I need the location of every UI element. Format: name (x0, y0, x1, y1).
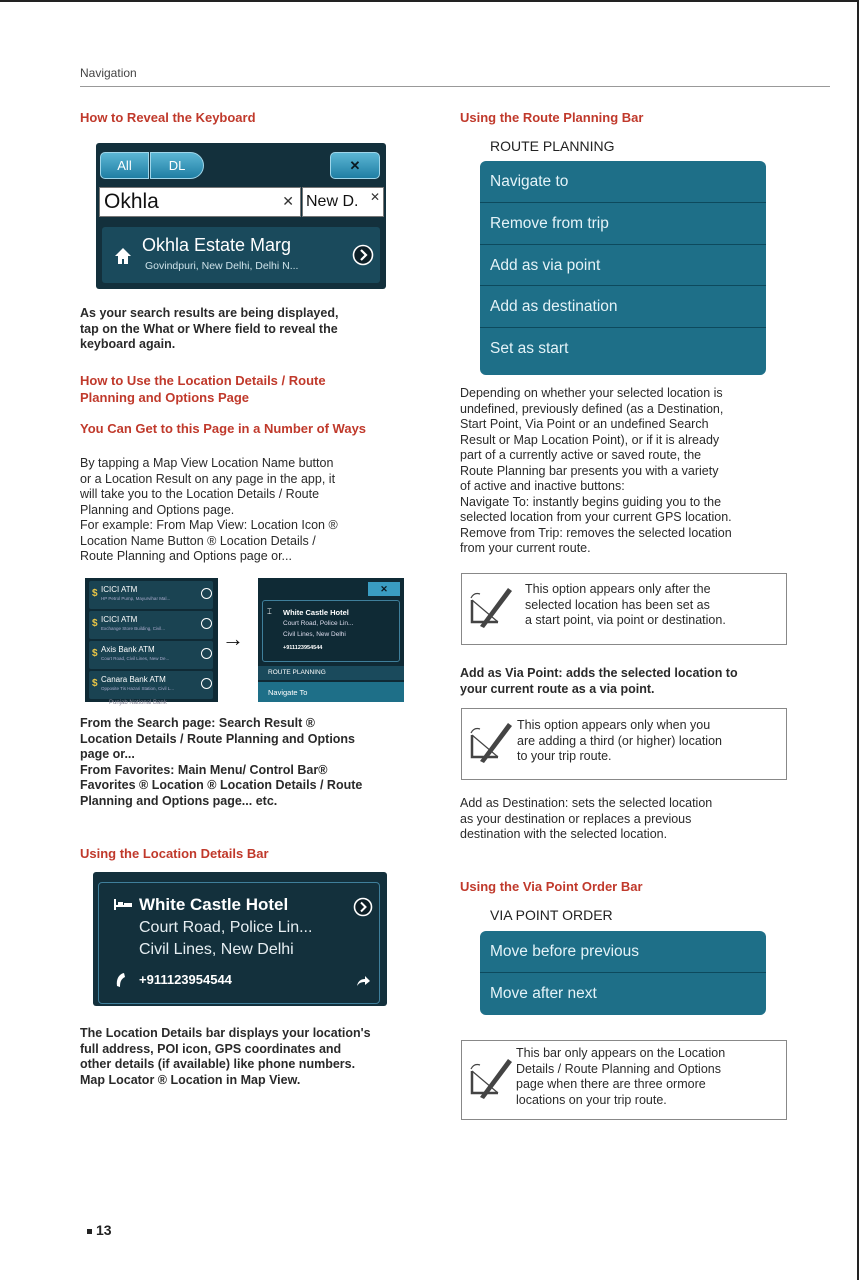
menu-item-navigate-to[interactable]: Navigate to (480, 161, 766, 203)
header-rule (80, 86, 830, 87)
text-line: Add as Via Point: adds the selected location to (460, 666, 738, 680)
note-text (517, 718, 783, 765)
text-line: As your search results are being displayed, (80, 306, 339, 320)
text-line: will take you to the Location Details / Route (80, 487, 320, 501)
atm-name: ICICI ATM (101, 615, 138, 624)
text-line: page or... (80, 747, 135, 761)
text-line: From the Search page: Search Result ® (80, 716, 315, 730)
text-line: or a Location Result on any page in the app, it (80, 471, 336, 486)
clear-icon[interactable]: ✕ (282, 193, 294, 209)
atm-name: ICICI ATM (101, 585, 138, 594)
text-line: your current route as a via point. (460, 681, 655, 696)
menu-item-label: Navigate To (268, 688, 308, 697)
what-field-value: Okhla (104, 190, 159, 213)
dollar-icon: $ (92, 678, 98, 689)
atm-sub: Exchange Store Building, Civil... (101, 626, 166, 631)
note-text (516, 1046, 782, 1108)
via-point-order-menu (480, 931, 766, 1015)
text-line: Planning and Options page... etc. (80, 793, 278, 808)
note-box (461, 573, 787, 645)
address-line: Court Road, Police Lin... (283, 620, 354, 627)
close-button[interactable]: ✕ (330, 152, 380, 179)
text-line: This option appears only when you (517, 718, 711, 732)
paragraph-details-bar (80, 1026, 450, 1088)
address-line: Civil Lines, New Delhi (139, 941, 294, 958)
chevron-right-icon (201, 678, 212, 689)
note-pencil-icon (468, 717, 518, 763)
dollar-icon: $ (92, 648, 98, 659)
note-pencil-icon (468, 582, 518, 628)
paragraph-via-point (460, 666, 830, 697)
address-line: Civil Lines, New Delhi (283, 631, 346, 638)
menu-item-add-via-point[interactable]: Add as via point (480, 245, 766, 287)
bullet-mark (87, 1229, 92, 1234)
mini-menu-item[interactable] (258, 682, 404, 702)
details-bar[interactable] (98, 882, 380, 1004)
heading-via-point-order: Using the Via Point Order Bar (460, 879, 643, 894)
mini-details-bar[interactable] (262, 600, 400, 662)
text-line: other details (if available) like phone numbers. (80, 1057, 356, 1071)
hotel-title: White Castle Hotel (139, 895, 289, 914)
where-field-value: New D. (306, 193, 359, 210)
dollar-icon: $ (92, 618, 98, 629)
paragraph-reveal-keyboard (80, 306, 440, 353)
atm-name: Axis Bank ATM (101, 645, 155, 654)
where-field[interactable] (302, 187, 384, 217)
text-line: Depending on whether your selected location is (460, 386, 723, 400)
text-line: This option appears only after the (525, 582, 711, 596)
text-line: Navigate To: instantly begins guiding you to the (460, 494, 722, 509)
paragraph-route-planning (460, 386, 830, 557)
text-line: locations on your trip route. (516, 1092, 667, 1107)
page-right-border (857, 0, 859, 1280)
atm-sub: Court Road, Civil Lines, New De... (101, 656, 170, 661)
page-number-text: 13 (96, 1222, 112, 1238)
mini-details-screenshot (258, 578, 404, 702)
paragraph-search-page (80, 716, 440, 809)
chevron-right-icon (201, 618, 212, 629)
address-line: Court Road, Police Lin... (139, 919, 313, 936)
text-line: Location Name Button ® Location Details / (80, 533, 316, 548)
menu-item-remove-from-trip[interactable]: Remove from trip (480, 203, 766, 245)
dollar-icon: $ (92, 588, 98, 599)
text-line: This bar only appears on the Location (516, 1046, 726, 1060)
atm-list-screenshot (85, 578, 218, 706)
text-line: Location Details / Route Planning and Options (80, 731, 356, 746)
text-line: Add as Destination: sets the selected location (460, 796, 713, 810)
list-item[interactable] (89, 611, 213, 639)
bed-icon (113, 897, 133, 911)
text-line: Remove from Trip: removes the selected location (460, 525, 732, 540)
text-line: selected location from your current GPS location. (460, 510, 732, 524)
atm-name-partial: Punjab National Bank (109, 700, 167, 706)
heading-line: How to Use the Location Details / Route (80, 373, 326, 388)
menu-title: ROUTE PLANNING (268, 669, 326, 676)
atm-name: Canara Bank ATM (101, 675, 166, 684)
section-header: Navigation (80, 66, 137, 80)
text-line: full address, POI icon, GPS coordinates and (80, 1041, 342, 1056)
chevron-right-icon (201, 588, 212, 599)
via-point-order-title: VIA POINT ORDER (490, 907, 613, 923)
text-line: to your trip route. (517, 749, 612, 763)
menu-item-set-as-start[interactable]: Set as start (490, 340, 569, 358)
tab-dl[interactable]: DL (150, 152, 204, 179)
text-line: selected location has been set as (525, 597, 710, 612)
text-line: The Location Details bar displays your location's (80, 1026, 371, 1040)
page-top-border (0, 0, 859, 2)
text-line: Favorites ® Location ® Location Details / Route (80, 778, 363, 792)
text-line: a start point, via point or destination. (525, 613, 726, 627)
text-line: Route Planning bar presents you with a variety (460, 463, 719, 478)
list-item[interactable] (89, 581, 213, 609)
share-arrow-icon[interactable] (355, 975, 371, 987)
text-line: are adding a third (or higher) location (517, 733, 722, 748)
route-planning-menu (480, 161, 766, 375)
menu-item-move-after-next[interactable]: Move after next (490, 984, 597, 1002)
text-line: Details / Route Planning and Options (516, 1061, 721, 1076)
text-line: Route Planning and Options page or... (80, 549, 292, 563)
text-line: keyboard again. (80, 337, 176, 351)
page-number (87, 1222, 112, 1238)
atm-sub: HP Petrol Pump, Mayurvihar Mal... (101, 596, 171, 601)
paragraph-ways (80, 456, 440, 565)
chevron-right-icon (201, 648, 212, 659)
heading-line: Planning and Options Page (80, 390, 250, 405)
menu-item-move-before-previous[interactable]: Move before previous (480, 931, 766, 973)
text-line: From Favorites: Main Menu/ Control Bar® (80, 762, 328, 777)
note-box (461, 708, 787, 780)
location-details-bar-screenshot (93, 872, 387, 1006)
clear-icon[interactable]: ✕ (369, 190, 380, 204)
phone-number[interactable]: +911123954544 (139, 972, 232, 987)
atm-sub: Opposite Tis Hazari Station, Civil L... (101, 686, 175, 691)
tab-all[interactable]: All (100, 152, 149, 179)
heading-ways: You Can Get to this Page in a Number of Ways (80, 421, 367, 436)
keyboard-screenshot (96, 143, 386, 289)
text-line: Start Point, Via Point or an undefined Search (460, 417, 709, 431)
text-line: of active and inactive buttons: (460, 479, 625, 493)
phone-number: +911123954544 (283, 645, 323, 651)
text-line: undefined, previously defined (as a Destination, (460, 401, 724, 416)
note-box (461, 1040, 787, 1120)
menu-item-add-destination[interactable]: Add as destination (480, 286, 766, 328)
chevron-right-icon[interactable] (352, 244, 374, 266)
chevron-right-icon[interactable] (353, 897, 373, 917)
note-pencil-icon (468, 1053, 518, 1099)
bed-icon: ⌶ (267, 607, 272, 616)
phone-icon (113, 971, 129, 989)
text-line: Planning and Options page. (80, 502, 235, 517)
close-button[interactable]: ✕ (368, 582, 400, 596)
text-line: destination with the selected location. (460, 827, 668, 841)
what-field[interactable] (99, 187, 301, 217)
text-line: Result or Map Location Point), or if it is already (460, 432, 720, 447)
text-line: tap on the What or Where field to reveal the (80, 321, 338, 336)
text-line: part of a currently active or saved route, the (460, 448, 702, 462)
text-line: page when there are three ormore (516, 1077, 706, 1091)
search-result-item[interactable] (102, 227, 380, 283)
text-line: For example: From Map View: Location Icon ® (80, 518, 338, 532)
text-line: Map Locator ® Location in Map View. (80, 1072, 301, 1087)
note-text (525, 582, 783, 629)
home-icon (114, 247, 132, 265)
hotel-title: White Castle Hotel (283, 608, 349, 617)
result-title: Okhla Estate Marg (142, 235, 292, 255)
paragraph-destination (460, 796, 830, 843)
route-planning-title: ROUTE PLANNING (490, 138, 615, 154)
heading-location-details (80, 372, 326, 406)
heading-route-planning-bar: Using the Route Planning Bar (460, 110, 644, 125)
list-item[interactable] (89, 641, 213, 669)
arrow-right-icon: → (222, 626, 244, 651)
heading-reveal-keyboard: How to Reveal the Keyboard (80, 110, 256, 125)
mini-menu-title-bar (258, 666, 404, 680)
list-item[interactable] (89, 671, 213, 699)
text-line: from your current route. (460, 541, 591, 555)
text-line: as your destination or replaces a previous (460, 811, 692, 826)
result-subtitle: Govindpuri, New Delhi, Delhi N... (145, 260, 299, 272)
heading-location-details-bar: Using the Location Details Bar (80, 846, 269, 861)
text-line: By tapping a Map View Location Name button (80, 456, 334, 470)
